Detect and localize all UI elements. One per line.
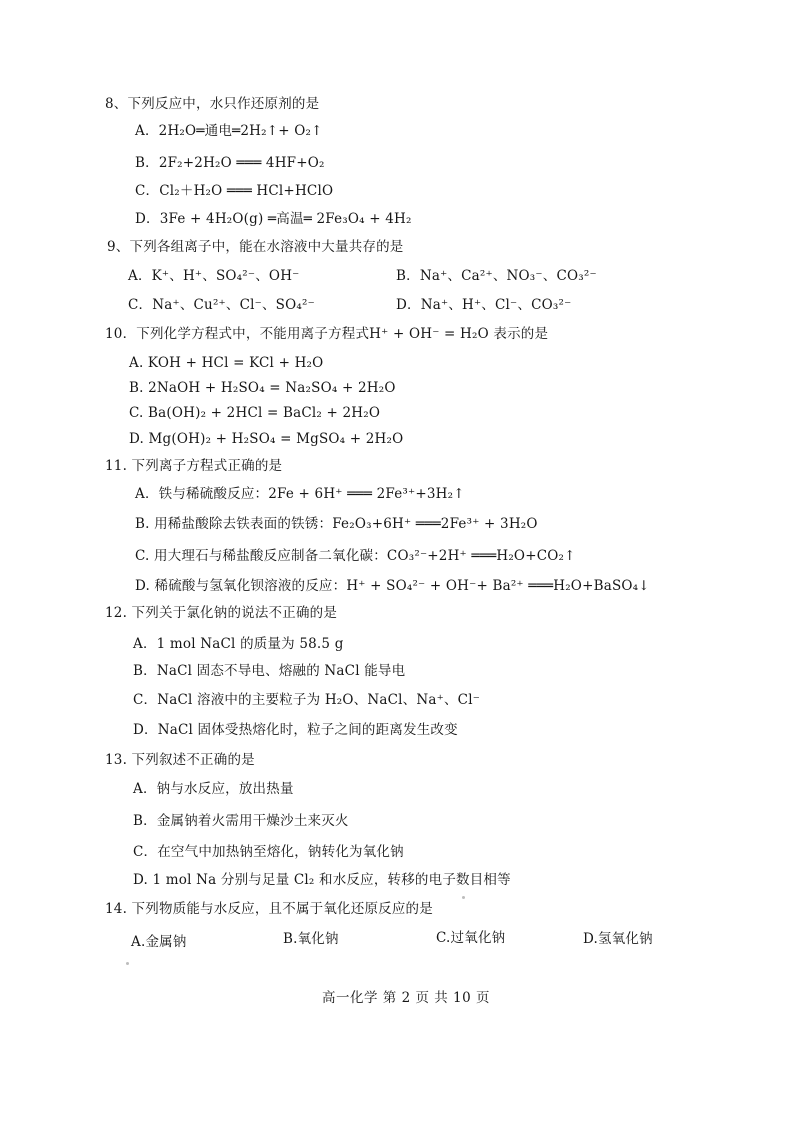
question-10-option-d: D. Mg(OH)₂ + H₂SO₄ = MgSO₄ + 2H₂O: [129, 431, 404, 447]
question-9-option-c: C．Na⁺、Cu²⁺、Cl⁻、SO₄²⁻: [128, 297, 315, 313]
question-11-option-d: D. 稀硫酸与氢氧化钡溶液的反应：H⁺ + SO₄²⁻ + OH⁻+ Ba²⁺ ═══H₂O+BaSO₄↓: [135, 578, 650, 594]
page-footer: 高一化学 第 2 页 共 10 页: [322, 990, 491, 1006]
question-8-option-b: B．2F₂+2H₂O ═══ 4HF+O₂: [135, 155, 325, 171]
scan-speck: [126, 962, 129, 965]
question-11-stem: 11. 下列离子方程式正确的是: [105, 458, 283, 474]
question-9-option-a: A．K⁺、H⁺、SO₄²⁻、OH⁻: [128, 268, 300, 284]
question-12-option-a: A．1 mol NaCl 的质量为 58.5 g: [133, 636, 344, 652]
question-9-option-b: B．Na⁺、Ca²⁺、NO₃⁻、CO₃²⁻: [396, 268, 597, 284]
question-14-stem: 14. 下列物质能与水反应，且不属于氧化还原反应的是: [105, 901, 433, 917]
question-14-option-d: D.氢氧化钠: [583, 931, 653, 947]
question-12-option-c: C．NaCl 溶液中的主要粒子为 H₂O、NaCl、Na⁺、Cl⁻: [133, 692, 481, 708]
question-10-stem: 10．下列化学方程式中，不能用离子方程式H⁺ + OH⁻ = H₂O 表示的是: [105, 326, 549, 342]
question-11-option-a: A．铁与稀硫酸反应：2Fe + 6H⁺ ═══ 2Fe³⁺+3H₂↑: [135, 486, 465, 502]
question-10-option-c: C. Ba(OH)₂ + 2HCl = BaCl₂ + 2H₂O: [129, 405, 381, 421]
question-11-option-c: C. 用大理石与稀盐酸反应制备二氧化碳：CO₃²⁻+2H⁺ ═══H₂O+CO₂↑: [135, 548, 576, 564]
question-14-option-b: B.氧化钠: [283, 931, 339, 947]
question-9-option-d: D．Na⁺、H⁺、Cl⁻、CO₃²⁻: [396, 297, 572, 313]
question-9-stem: 9、下列各组离子中，能在水溶液中大量共存的是: [107, 239, 404, 255]
question-8-stem: 8、下列反应中，水只作还原剂的是: [105, 96, 320, 112]
question-13-option-d: D. 1 mol Na 分别与足量 Cl₂ 和水反应，转移的电子数目相等: [133, 872, 511, 888]
question-13-option-b: B．金属钠着火需用干燥沙土来灭火: [133, 813, 349, 829]
question-12-option-b: B．NaCl 固态不导电、熔融的 NaCl 能导电: [133, 663, 406, 679]
question-13-stem: 13. 下列叙述不正确的是: [105, 752, 255, 768]
question-13-option-c: C．在空气中加热钠至熔化，钠转化为氧化钠: [133, 844, 404, 860]
question-11-option-b: B. 用稀盐酸除去铁表面的铁锈：Fe₂O₃+6H⁺ ═══2Fe³⁺ + 3H₂O: [135, 516, 538, 532]
question-12-stem: 12. 下列关于氯化钠的说法不正确的是: [105, 605, 338, 621]
question-12-option-d: D．NaCl 固体受热熔化时，粒子之间的距离发生改变: [133, 722, 458, 738]
question-14-option-c: C.过氧化钠: [436, 930, 506, 946]
question-8-option-d: D．3Fe + 4H₂O(g) ═高温═ 2Fe₃O₄ + 4H₂: [135, 211, 412, 227]
question-10-option-b: B. 2NaOH + H₂SO₄ = Na₂SO₄ + 2H₂O: [129, 380, 396, 396]
question-10-option-a: A. KOH + HCl = KCl + H₂O: [129, 355, 324, 371]
question-13-option-a: A．钠与水反应，放出热量: [133, 781, 294, 797]
question-8-option-c: C．Cl₂＋H₂O ═══ HCl+HClO: [135, 183, 334, 199]
question-8-option-a: A．2H₂O═通电═2H₂↑+ O₂↑: [135, 123, 323, 139]
question-14-option-a: A.金属钠: [131, 934, 187, 950]
scan-speck: [462, 896, 465, 899]
